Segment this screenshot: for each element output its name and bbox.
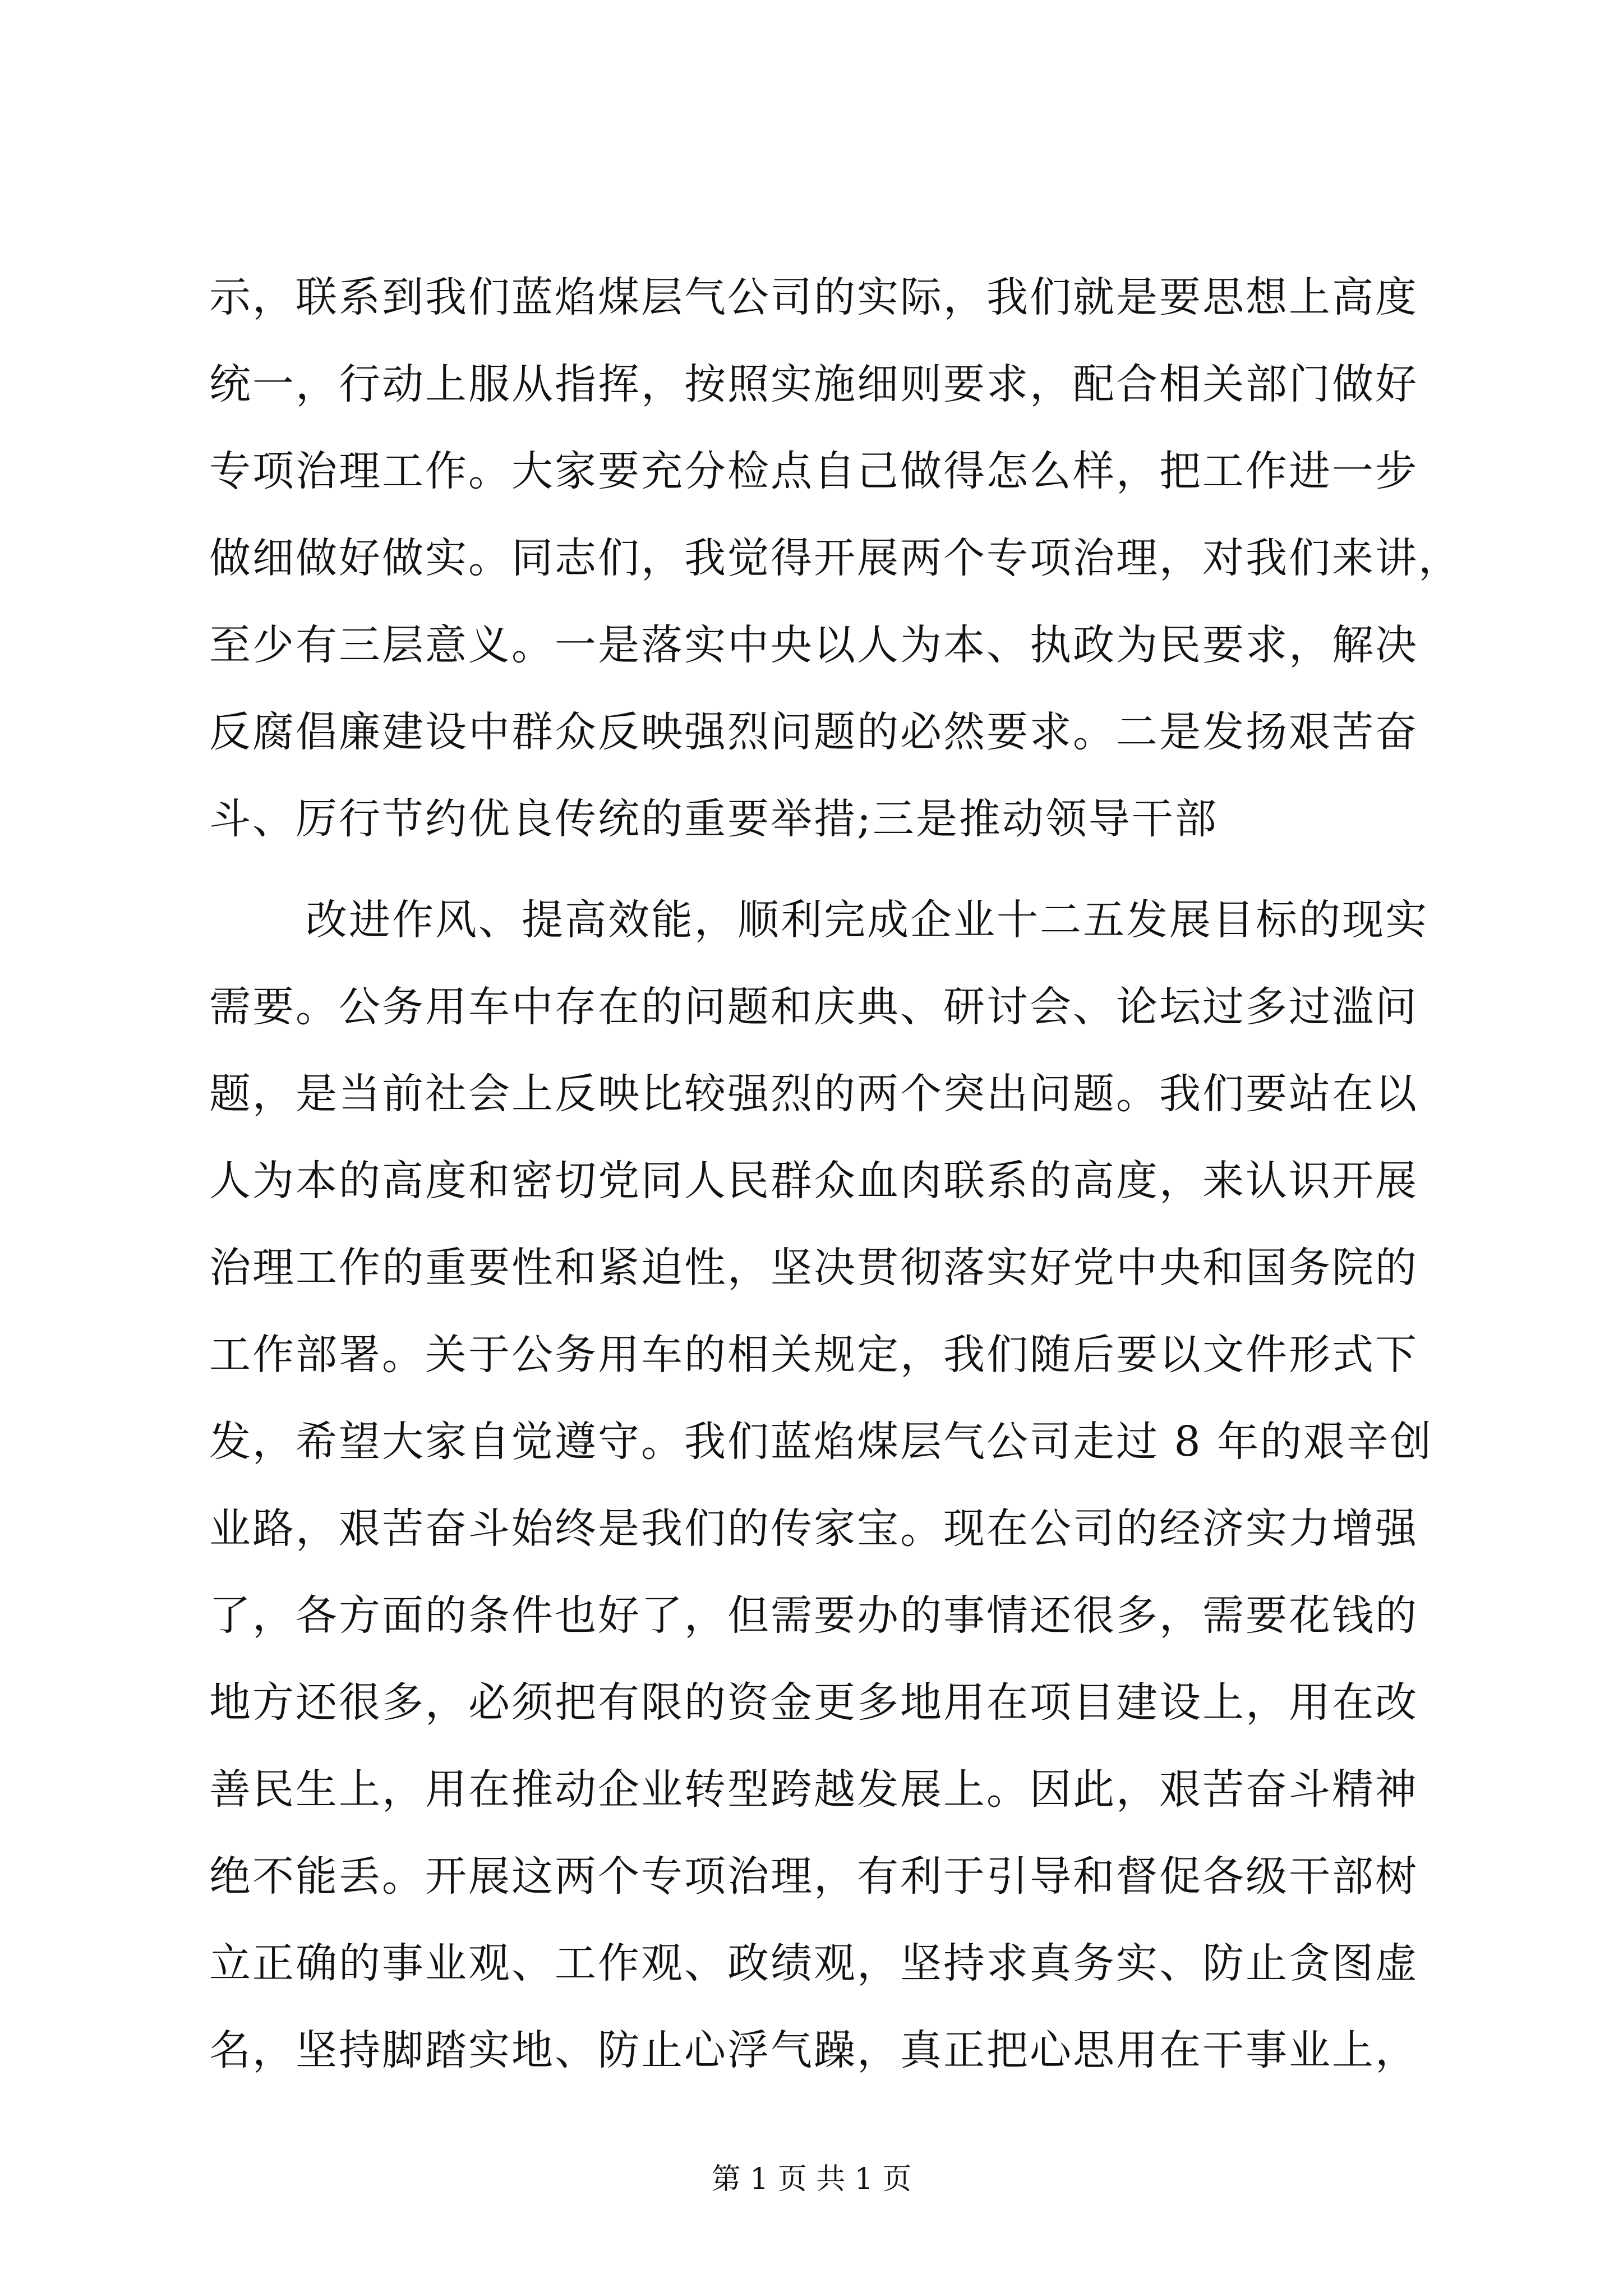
text-line: 专项治理工作。大家要充分检点自己做得怎么样，把工作进一步 [209,447,1418,495]
page-footer: 第 1 页 共 1 页 [711,2162,912,2196]
text-line: 题，是当前社会上反映比较强烈的两个突出问题。我们要站在以 [209,1070,1418,1118]
text-line: 斗、厉行节约优良传统的重要举措;三是推动领导干部 [209,795,1218,843]
text-line: 绝不能丢。开展这两个专项治理，有利于引导和督促各级干部树 [209,1852,1418,1901]
text-line: 地方还很多，必须把有限的资金更多地用在项目建设上，用在改 [209,1678,1418,1727]
paragraph-first-line: 改进作风、提高效能，顺利完成企业十二五发展目标的现实 [306,896,1428,944]
text-line: 反腐倡廉建设中群众反映强烈问题的必然要求。二是发扬艰苦奋 [209,708,1418,756]
text-line: 业路，艰苦奋斗始终是我们的传家宝。现在公司的经济实力增强 [209,1504,1418,1553]
text-line: 发，希望大家自觉遵守。我们蓝焰煤层气公司走过 8 年的艰辛创 [209,1418,1433,1466]
text-line: 做细做好做实。同志们，我觉得开展两个专项治理，对我们来讲， [209,534,1461,582]
text-line: 善民生上，用在推动企业转型跨越发展上。因此，艰苦奋斗精神 [209,1765,1418,1814]
text-line: 立正确的事业观、工作观、政绩观，坚持求真务实、防止贪图虚 [209,1939,1418,1987]
text-line: 名，坚持脚踏实地、防止心浮气躁，真正把心思用在干事业上， [209,2026,1418,2074]
text-line: 示，联系到我们蓝焰煤层气公司的实际，我们就是要思想上高度 [209,273,1418,321]
text-line: 人为本的高度和密切党同人民群众血肉联系的高度，来认识开展 [209,1157,1418,1205]
text-line: 统一，行动上服从指挥，按照实施细则要求，配合相关部门做好 [209,360,1418,408]
text-line: 治理工作的重要性和紧迫性，坚决贯彻落实好党中央和国务院的 [209,1244,1418,1292]
text-line: 需要。公务用车中存在的问题和庆典、研讨会、论坛过多过滥问 [209,983,1418,1031]
text-line: 工作部署。关于公务用车的相关规定，我们随后要以文件形式下 [209,1331,1418,1379]
text-line: 了，各方面的条件也好了，但需要办的事情还很多，需要花钱的 [209,1591,1418,1640]
text-line: 至少有三层意义。一是落实中央以人为本、执政为民要求，解决 [209,621,1418,669]
